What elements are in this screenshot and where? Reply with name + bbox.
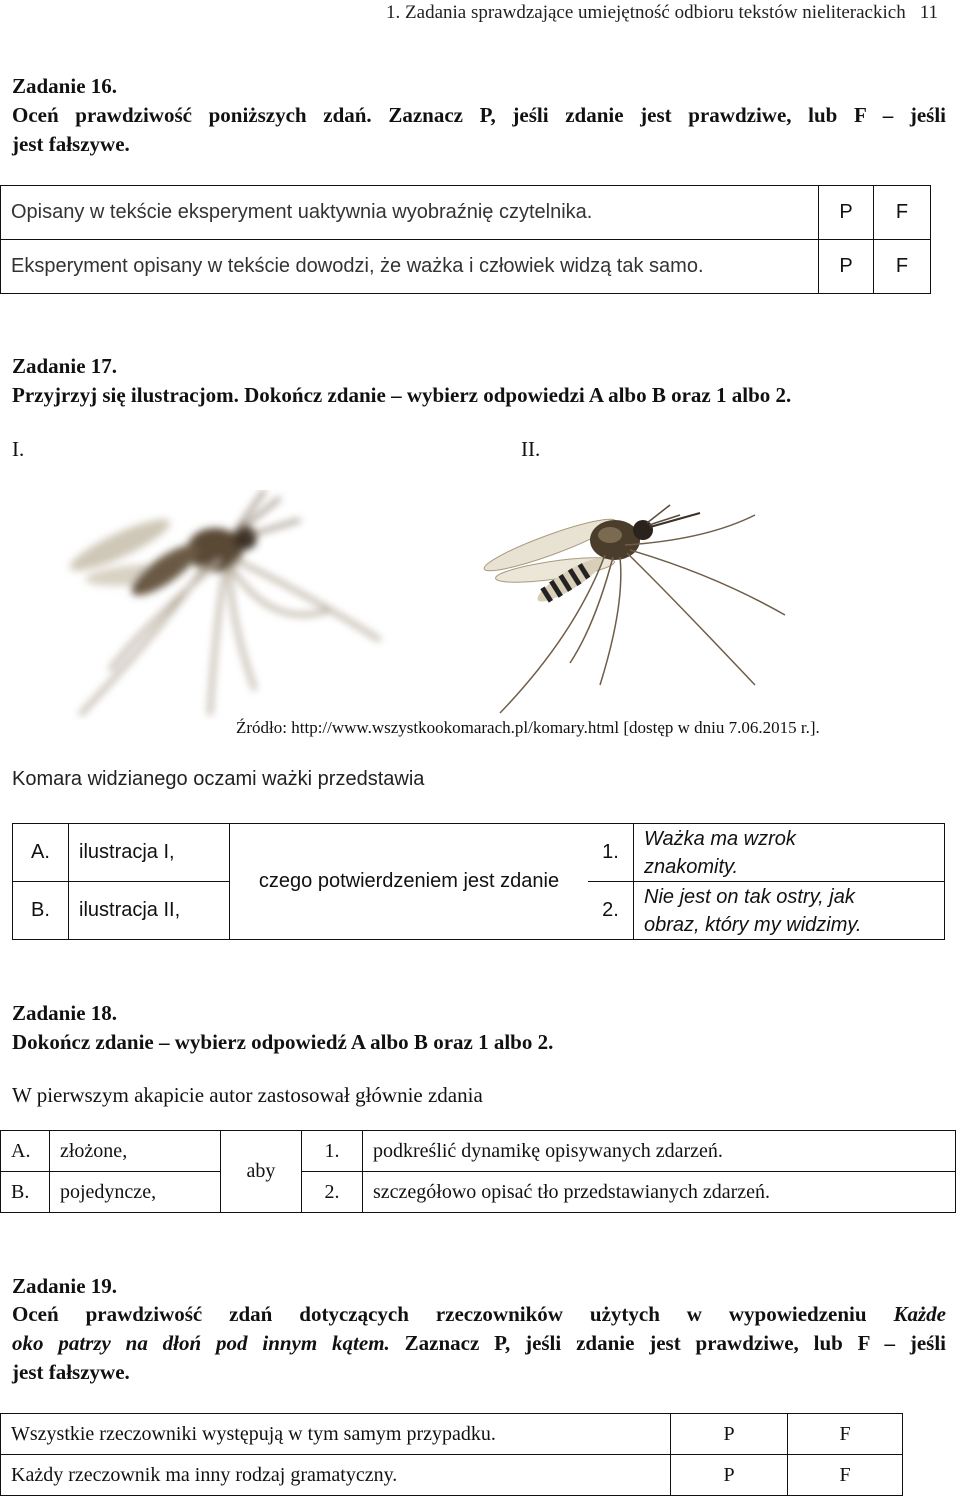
illustration-label-ii: II.: [521, 437, 541, 461]
option-1-text[interactable]: [634, 824, 945, 882]
table-row: [1, 240, 931, 294]
task16-table: [0, 185, 931, 294]
p-option[interactable]: P: [671, 1414, 788, 1455]
task17-prompt: Komara widzianego oczami ważki przedstawia: [12, 768, 425, 790]
page-header: [386, 2, 938, 24]
p-option[interactable]: P: [819, 240, 874, 294]
option-1-text[interactable]: podkreślić dynamikę opisywanych zdarzeń.: [363, 1131, 956, 1172]
table-row: [1, 1455, 903, 1496]
task18-prompt: W pierwszym akapicie autor zastosował głównie zdania: [12, 1083, 483, 1107]
option-2-text[interactable]: szczegółowo opisać tło przedstawianych zdarzeń.: [363, 1172, 956, 1213]
p-option[interactable]: P: [819, 186, 874, 240]
f-option[interactable]: F: [788, 1414, 903, 1455]
task19-line2-text: Zaznacz P, jeśli zdanie jest prawdziwe, lub F – jeśli: [389, 1331, 947, 1355]
task19-instruction-line1: [12, 1300, 946, 1329]
option-2-line2: obraz, który my widzimy.: [644, 913, 862, 936]
option-1-line1: Ważka ma wzrok: [644, 827, 796, 850]
image-source: Źródło: http://www.wszystkookomarach.pl/komary.html [dostęp w dniu 7.06.2015 r.].: [236, 718, 820, 737]
statement-cell: Wszystkie rzeczowniki występują w tym samym przypadku.: [1, 1414, 671, 1455]
mosquito-illustration-blurry: [40, 490, 480, 720]
task16-title: Zadanie 16.: [12, 74, 118, 98]
table-row: [1, 186, 931, 240]
table-row: [1, 1131, 956, 1172]
f-option[interactable]: F: [874, 186, 931, 240]
mosquito-illustration-sharp: [455, 485, 925, 715]
f-option[interactable]: F: [874, 240, 931, 294]
task19-line1-text: Oceń prawdziwość zdań dotyczących rzeczowników użytych w wypowiedzeniu: [12, 1302, 894, 1326]
statement-cell: Każdy rzeczownik ma inny rodzaj gramatyczny.: [1, 1455, 671, 1496]
option-1-line2: znakomity.: [644, 855, 739, 878]
header-title: 1. Zadania sprawdzające umiejętność odbioru tekstów nieliterackich: [386, 2, 906, 23]
option-2-line1: Nie jest on tak ostry, jak: [644, 885, 855, 908]
task16-instruction-line1: Oceń prawdziwość poniższych zdań. Zaznacz P, jeśli zdanie jest prawdziwe, lub F – jeśli: [12, 103, 946, 127]
task18-answer-table: [0, 1130, 956, 1213]
table-row: [1, 1414, 903, 1455]
option-1-number[interactable]: 1.: [588, 824, 634, 882]
task18-title: Zadanie 18.: [12, 1001, 118, 1025]
task17-instruction: Przyjrzyj się ilustracjom. Dokończ zdanie – wybierz odpowiedzi A albo B oraz 1 albo 2.: [12, 383, 792, 407]
task19-instruction-line2: [12, 1329, 946, 1358]
task18-instruction: Dokończ zdanie – wybierz odpowiedź A albo B oraz 1 albo 2.: [12, 1030, 554, 1054]
connector-text: czego potwierdzeniem jest zdanie: [230, 824, 589, 940]
task19-quote-start: Każde: [893, 1302, 946, 1326]
task19-title: Zadanie 19.: [12, 1274, 118, 1298]
option-b-text[interactable]: pojedyncze,: [50, 1172, 221, 1213]
table-row: [13, 824, 945, 882]
option-1-number[interactable]: 1.: [302, 1131, 363, 1172]
statement-cell: Eksperyment opisany w tekście dowodzi, że ważka i człowiek widzą tak samo.: [1, 240, 819, 294]
option-2-number[interactable]: 2.: [588, 882, 634, 940]
task17-answer-table: [12, 823, 945, 940]
option-b-letter[interactable]: B.: [1, 1172, 50, 1213]
p-option[interactable]: P: [671, 1455, 788, 1496]
option-b-letter[interactable]: B.: [13, 882, 69, 940]
f-option[interactable]: F: [788, 1455, 903, 1496]
option-a-text[interactable]: złożone,: [50, 1131, 221, 1172]
task19-quote-end: oko patrzy na dłoń pod innym kątem.: [12, 1331, 390, 1355]
task19-table: [0, 1413, 903, 1496]
option-a-letter[interactable]: A.: [13, 824, 69, 882]
option-2-text[interactable]: [634, 882, 945, 940]
page-number: 11: [919, 2, 938, 23]
statement-cell: Opisany w tekście eksperyment uaktywnia wyobraźnię czytelnika.: [1, 186, 819, 240]
task16-instruction-line2: jest fałszywe.: [12, 132, 130, 156]
table-row: [1, 1172, 956, 1213]
connector-text: aby: [221, 1131, 302, 1213]
illustration-label-i: I.: [12, 437, 25, 461]
task17-title: Zadanie 17.: [12, 354, 118, 378]
option-b-text[interactable]: ilustracja II,: [69, 882, 230, 940]
option-a-letter[interactable]: A.: [1, 1131, 50, 1172]
option-2-number[interactable]: 2.: [302, 1172, 363, 1213]
option-a-text[interactable]: ilustracja I,: [69, 824, 230, 882]
task19-instruction-line3: jest fałszywe.: [12, 1360, 130, 1384]
